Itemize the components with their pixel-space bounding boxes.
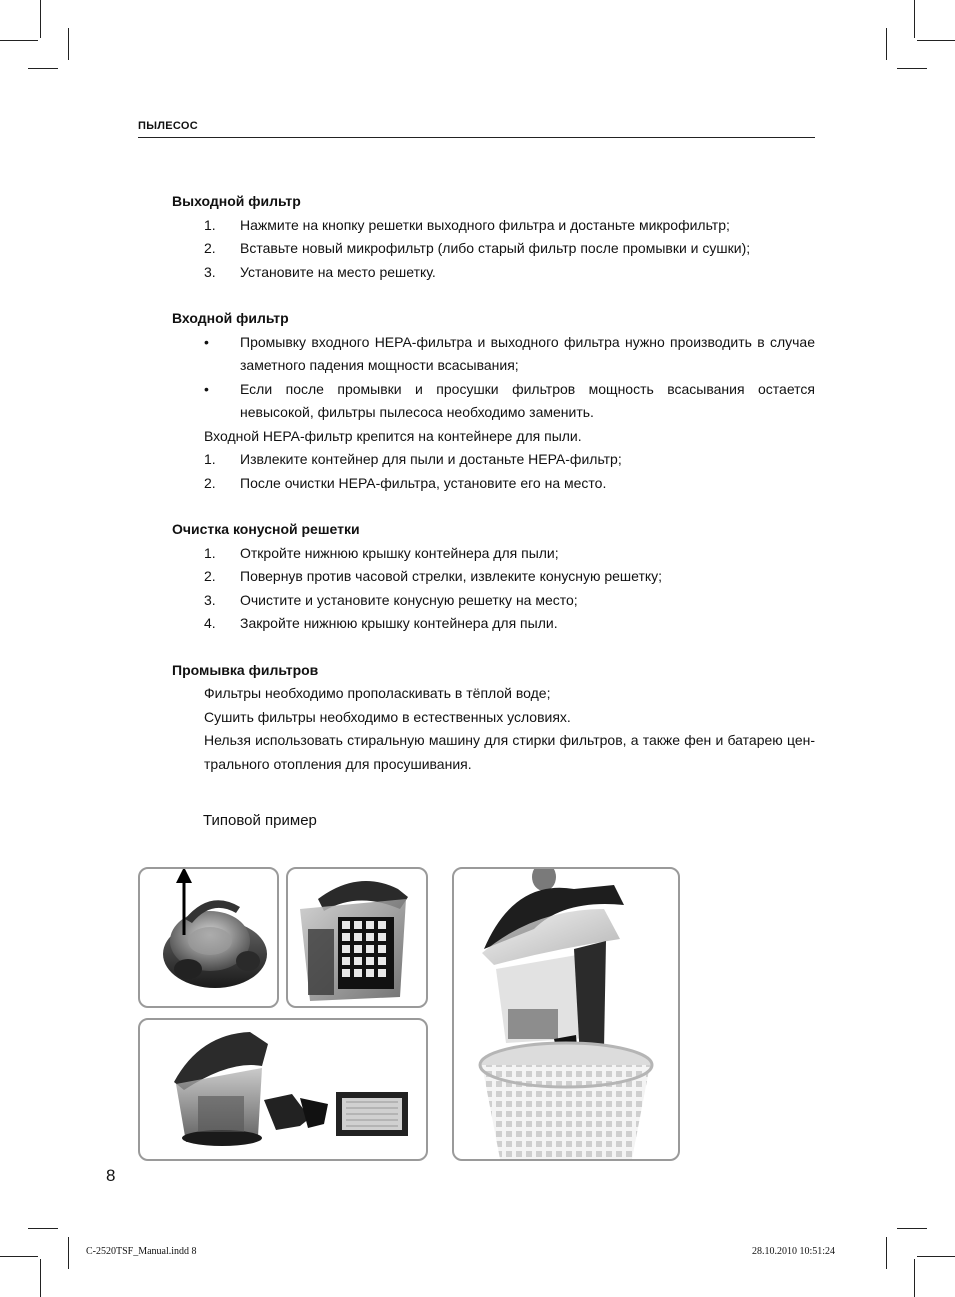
list-marker: 4. [204,615,216,631]
list-text: Если после промывки и просушки фильтров мощность всасывания остается невысокой, фильтры пылесоса необходимо заменить. [240,380,815,420]
list-text: Очистите и установите конусную решетку на место; [240,591,578,608]
list-item [172,261,815,285]
crop-mark [917,1256,955,1257]
list-text: Извлеките контейнер для пыли и достаньте HEPA-фильтр; [240,451,622,467]
main-content [172,190,815,799]
section-title: Входной фильтр [172,310,289,326]
list-marker: 1. [204,544,216,561]
list-item [172,472,815,496]
section-washing [172,659,815,777]
section-cone-grille [172,518,815,636]
list-text: После очистки HEPA-фильтра, установите его на место. [240,474,607,491]
list-text: Установите на место решетку. [240,263,436,280]
section-outlet-filter [172,190,815,284]
list-marker: 3. [204,263,216,280]
list-text: Закройте нижнюю крышку контейнера для пыли. [240,615,558,631]
crop-mark [0,40,38,41]
list-marker: 1. [204,451,216,467]
crop-mark [897,68,927,69]
crop-mark [28,68,58,69]
bullet-marker: • [204,380,209,397]
crop-mark [40,1259,41,1297]
list-text: Вставьте новый микрофильтр (либо старый фильтр после промывки и сушки); [240,240,751,256]
header-rule [138,137,815,138]
parts-illustration [140,1020,426,1159]
print-slug-timestamp: 28.10.2010 10:51:24 [752,1246,836,1257]
list-item [172,589,815,613]
crop-mark [914,0,915,38]
bullet-item [172,331,815,378]
list-text: Откройте нижнюю крышку контейнера для пыли; [240,544,559,561]
list-item [172,565,815,589]
crop-mark [68,28,69,60]
photo-disassembled-parts [138,1018,428,1161]
bullet-marker: • [204,333,209,350]
crop-mark [886,28,887,60]
list-item [172,542,815,566]
list-item [172,612,815,636]
list-marker: 3. [204,591,216,608]
section-title: Очистка конусной решетки [172,521,360,537]
section-inlet-filter [172,307,815,495]
list-text: Промывку входного HEPA-фильтра и выходного фильтра нужно производить в случае заметного падения мощности всасывания; [240,333,815,373]
running-header: ПЫЛЕСОС [138,120,199,132]
container-illustration [288,869,426,1006]
crop-mark [28,1228,58,1229]
paragraph: Нельзя использовать стиральную машину для стирки фильтров, а также фен и батарею цен-трального отопления для просушивания. [204,732,815,772]
list-text: Повернув против часовой стрелки, извлеките конусную решетку; [240,568,663,584]
crop-mark [0,1256,38,1257]
list-text: Нажмите на кнопку решетки выходного фильтра и достаньте микрофильтр; [240,216,730,233]
paragraph: Фильтры необходимо прополаскивать в тёплой воде; [204,685,551,701]
paragraph: Входной HEPA-фильтр крепится на контейнере для пыли. [204,427,582,444]
photo-vacuum-cleaner [138,867,279,1008]
basket-illustration [454,869,678,1159]
section-title: Выходной фильтр [172,193,301,209]
vacuum-illustration [140,869,277,1006]
list-item [172,237,815,261]
list-item [172,214,815,238]
list-marker: 2. [204,568,216,584]
print-slug-filename: C-2520TSF_Manual.indd 8 [86,1246,197,1257]
photo-dust-container-hepa [286,867,428,1008]
list-marker: 1. [204,216,216,233]
crop-mark [897,1228,927,1229]
crop-mark [40,0,41,38]
list-marker: 2. [204,474,216,491]
crop-mark [914,1259,915,1297]
list-item [172,448,815,472]
crop-mark [886,1237,887,1269]
figure-caption: Типовой пример [203,812,317,829]
section-title: Промывка фильтров [172,661,319,678]
crop-mark [68,1237,69,1269]
list-marker: 2. [204,240,216,256]
crop-mark [917,40,955,41]
bullet-item [172,378,815,425]
photo-cleaning-over-basket [452,867,680,1161]
page-number: 8 [106,1166,116,1185]
paragraph: Сушить фильтры необходимо в естественных условиях. [204,708,571,725]
